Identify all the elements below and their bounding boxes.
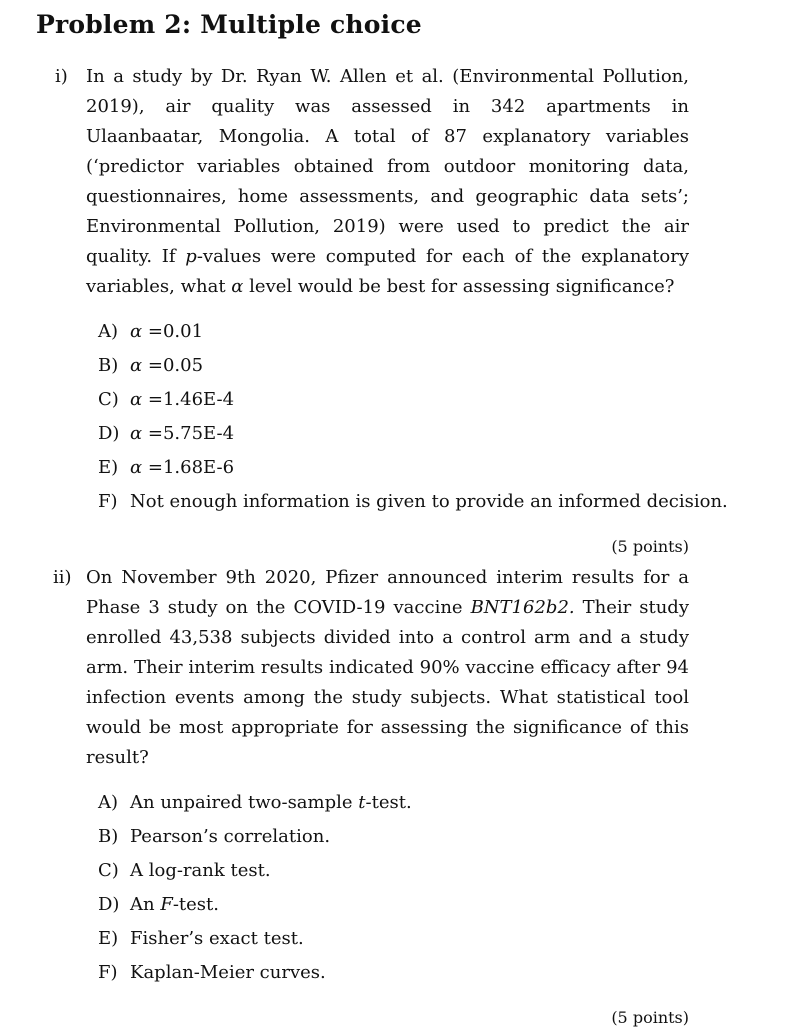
answer-options [98,315,728,519]
question-number: i) [55,66,68,87]
option-f[interactable] [98,485,728,519]
points-label: (5 points) [611,1008,689,1027]
option-b[interactable] [98,820,689,854]
text-segment: level would be best for assessing significance? [243,276,675,297]
alpha-symbol: α [130,457,143,478]
option-text: An [130,894,161,915]
question-text [86,563,689,773]
option-letter: C) [98,389,119,410]
option-text: =1.46E-4 [142,389,235,410]
alpha-symbol: α [130,389,143,410]
option-text: =0.01 [142,321,204,342]
option-text: Not enough information is given to provide an informed decision. [130,491,728,512]
text-segment: -values were computed for each of the explanatory variables, what [86,246,689,297]
option-text: A log-rank test. [130,860,271,881]
option-letter: B) [98,826,119,847]
option-letter: D) [98,894,120,915]
option-a[interactable] [98,315,689,349]
alpha-symbol: α [130,321,143,342]
option-a[interactable] [98,786,689,820]
alpha-symbol: α [130,355,143,376]
page-title: Problem 2: Multiple choice [36,10,422,39]
option-letter: D) [98,423,120,444]
option-text: An unpaired two-sample [130,792,359,813]
text-segment: Their study enrolled 43,538 subjects divided into a control arm and a study arm. Their interim results indicated 90% vaccine efficacy after 94 infection events among the study subjects. What statistical tool would be most appropriate for assessing the significance of this result? [86,597,689,768]
option-e[interactable] [98,451,689,485]
answer-options [98,786,689,990]
option-c[interactable] [98,854,689,888]
option-letter: E) [98,457,119,478]
option-letter: F) [98,491,118,512]
text-segment: On November 9th 2020, Pfizer announced interim results for a Phase 3 study on the COVID-19 vaccine [86,567,689,618]
question-2 [55,563,689,1030]
option-d[interactable] [98,888,689,922]
question-number: ii) [53,567,72,588]
option-text-suffix: -test. [365,792,412,813]
option-text: =0.05 [142,355,204,376]
option-b[interactable] [98,349,689,383]
points-label: (5 points) [611,537,689,556]
option-d[interactable] [98,417,689,451]
alpha-symbol: α [231,276,244,297]
option-letter: E) [98,928,119,949]
alpha-symbol: α [130,423,143,444]
option-letter: B) [98,355,119,376]
option-text: Kaplan-Meier curves. [130,962,326,983]
option-text: Pearson’s correlation. [130,826,331,847]
option-f[interactable] [98,956,689,990]
option-italic: t [358,792,366,813]
option-e[interactable] [98,922,689,956]
option-letter: F) [98,962,118,983]
option-c[interactable] [98,383,689,417]
option-text: =1.68E-6 [142,457,235,478]
question-1 [55,62,728,559]
option-text-suffix: -test. [172,894,219,915]
text-segment: In a study by Dr. Ryan W. Allen et al. (Environmental Pollution, 2019), air quality was assessed in 342 apartments in Ulaanbaatar, Mongolia. A total of 87 explanatory variables (‘predictor variables obtained from outdoor monitoring data, questionnaires, home assessments, and geographic data sets’; Environmental Pollution, 2019) were used to predict the air quality. If [86,66,689,267]
option-letter: C) [98,860,119,881]
question-text [86,62,689,302]
option-text: Fisher’s exact test. [130,928,304,949]
p-symbol: p [185,246,197,267]
vaccine-name: BNT162b2. [470,597,575,618]
option-text: =5.75E-4 [142,423,235,444]
option-italic: F [160,894,173,915]
option-letter: A) [98,321,119,342]
option-letter: A) [98,792,119,813]
